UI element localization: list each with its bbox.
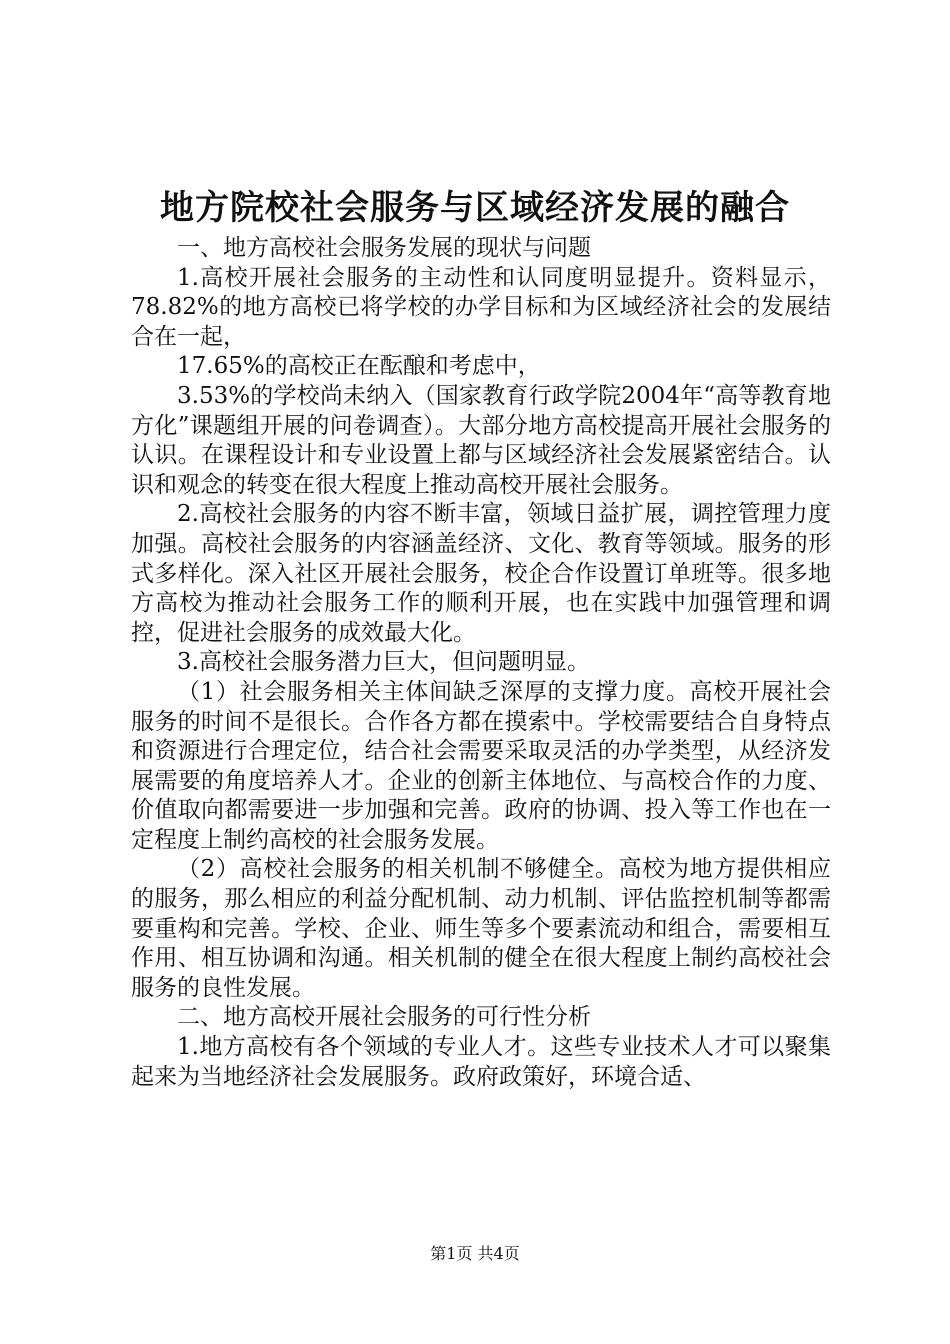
paragraph: （2）高校社会服务的相关机制不够健全。高校为地方提供相应的服务，那么相应的利益分配机制、动力机制、评估监控机制等都需要重构和完善。学校、企业、师生等多个要素流动和组合，需要相互作用、相互协调和沟通。相关机制的健全在很大程度上制约高校社会服务的良性发展。 bbox=[131, 856, 831, 1001]
paragraph: 3.53%的学校尚未纳入（国家教育行政学院2004年“高等教育地方化”课题组开展的问卷调查）。大部分地方高校提高开展社会服务的认识。在课程设计和专业设置上都与区域经济社会发展紧密结合。认识和观念的转变在很大程度上推动高校开展社会服务。 bbox=[131, 382, 831, 498]
paragraph: 3.高校社会服务潜力巨大，但问题明显。 bbox=[177, 649, 590, 676]
paragraph: 1.高校开展社会服务的主动性和认同度明显提升。资料显示，78.82%的地方高校已将学校的办学目标和为区域经济社会的发展结合在一起， bbox=[131, 264, 831, 350]
paragraph: （1）社会服务相关主体间缺乏深厚的支撑力度。高校开展社会服务的时间不是很长。合作各方都在摸索中。学校需要结合自身特点和资源进行合理定位，结合社会需要采取灵活的办学类型，从经济发展需要的角度培养人才。企业的创新主体地位、与高校合作的力度、价值取向都需要进一步加强和完善。政府的协调、投入等工作也在一定程度上制约高校的社会服务发展。 bbox=[131, 678, 831, 853]
document-title: 地方院校社会服务与区域经济发展的融合 bbox=[160, 188, 790, 228]
section-heading: 一、地方高校社会服务发展的现状与问题 bbox=[177, 235, 591, 261]
document-body bbox=[131, 234, 831, 1092]
paragraph: 17.65%的高校正在酝酿和考虑中， bbox=[177, 353, 541, 380]
section-heading: 二、地方高校开展社会服务的可行性分析 bbox=[177, 1004, 591, 1031]
paragraph: 1.地方高校有各个领域的专业人才。这些专业技术人才可以聚集起来为当地经济社会发展服务。政府政策好，环境合适、 bbox=[131, 1034, 831, 1090]
page-number-footer: 第1页 共4页 bbox=[430, 1244, 520, 1263]
paragraph: 2.高校社会服务的内容不断丰富，领域日益扩展，调控管理力度加强。高校社会服务的内容涵盖经济、文化、教育等领域。服务的形式多样化。深入社区开展社会服务，校企合作设置订单班等。很多地方高校为推动社会服务工作的顺利开展，也在实践中加强管理和调控，促进社会服务的成效最大化。 bbox=[131, 501, 831, 646]
